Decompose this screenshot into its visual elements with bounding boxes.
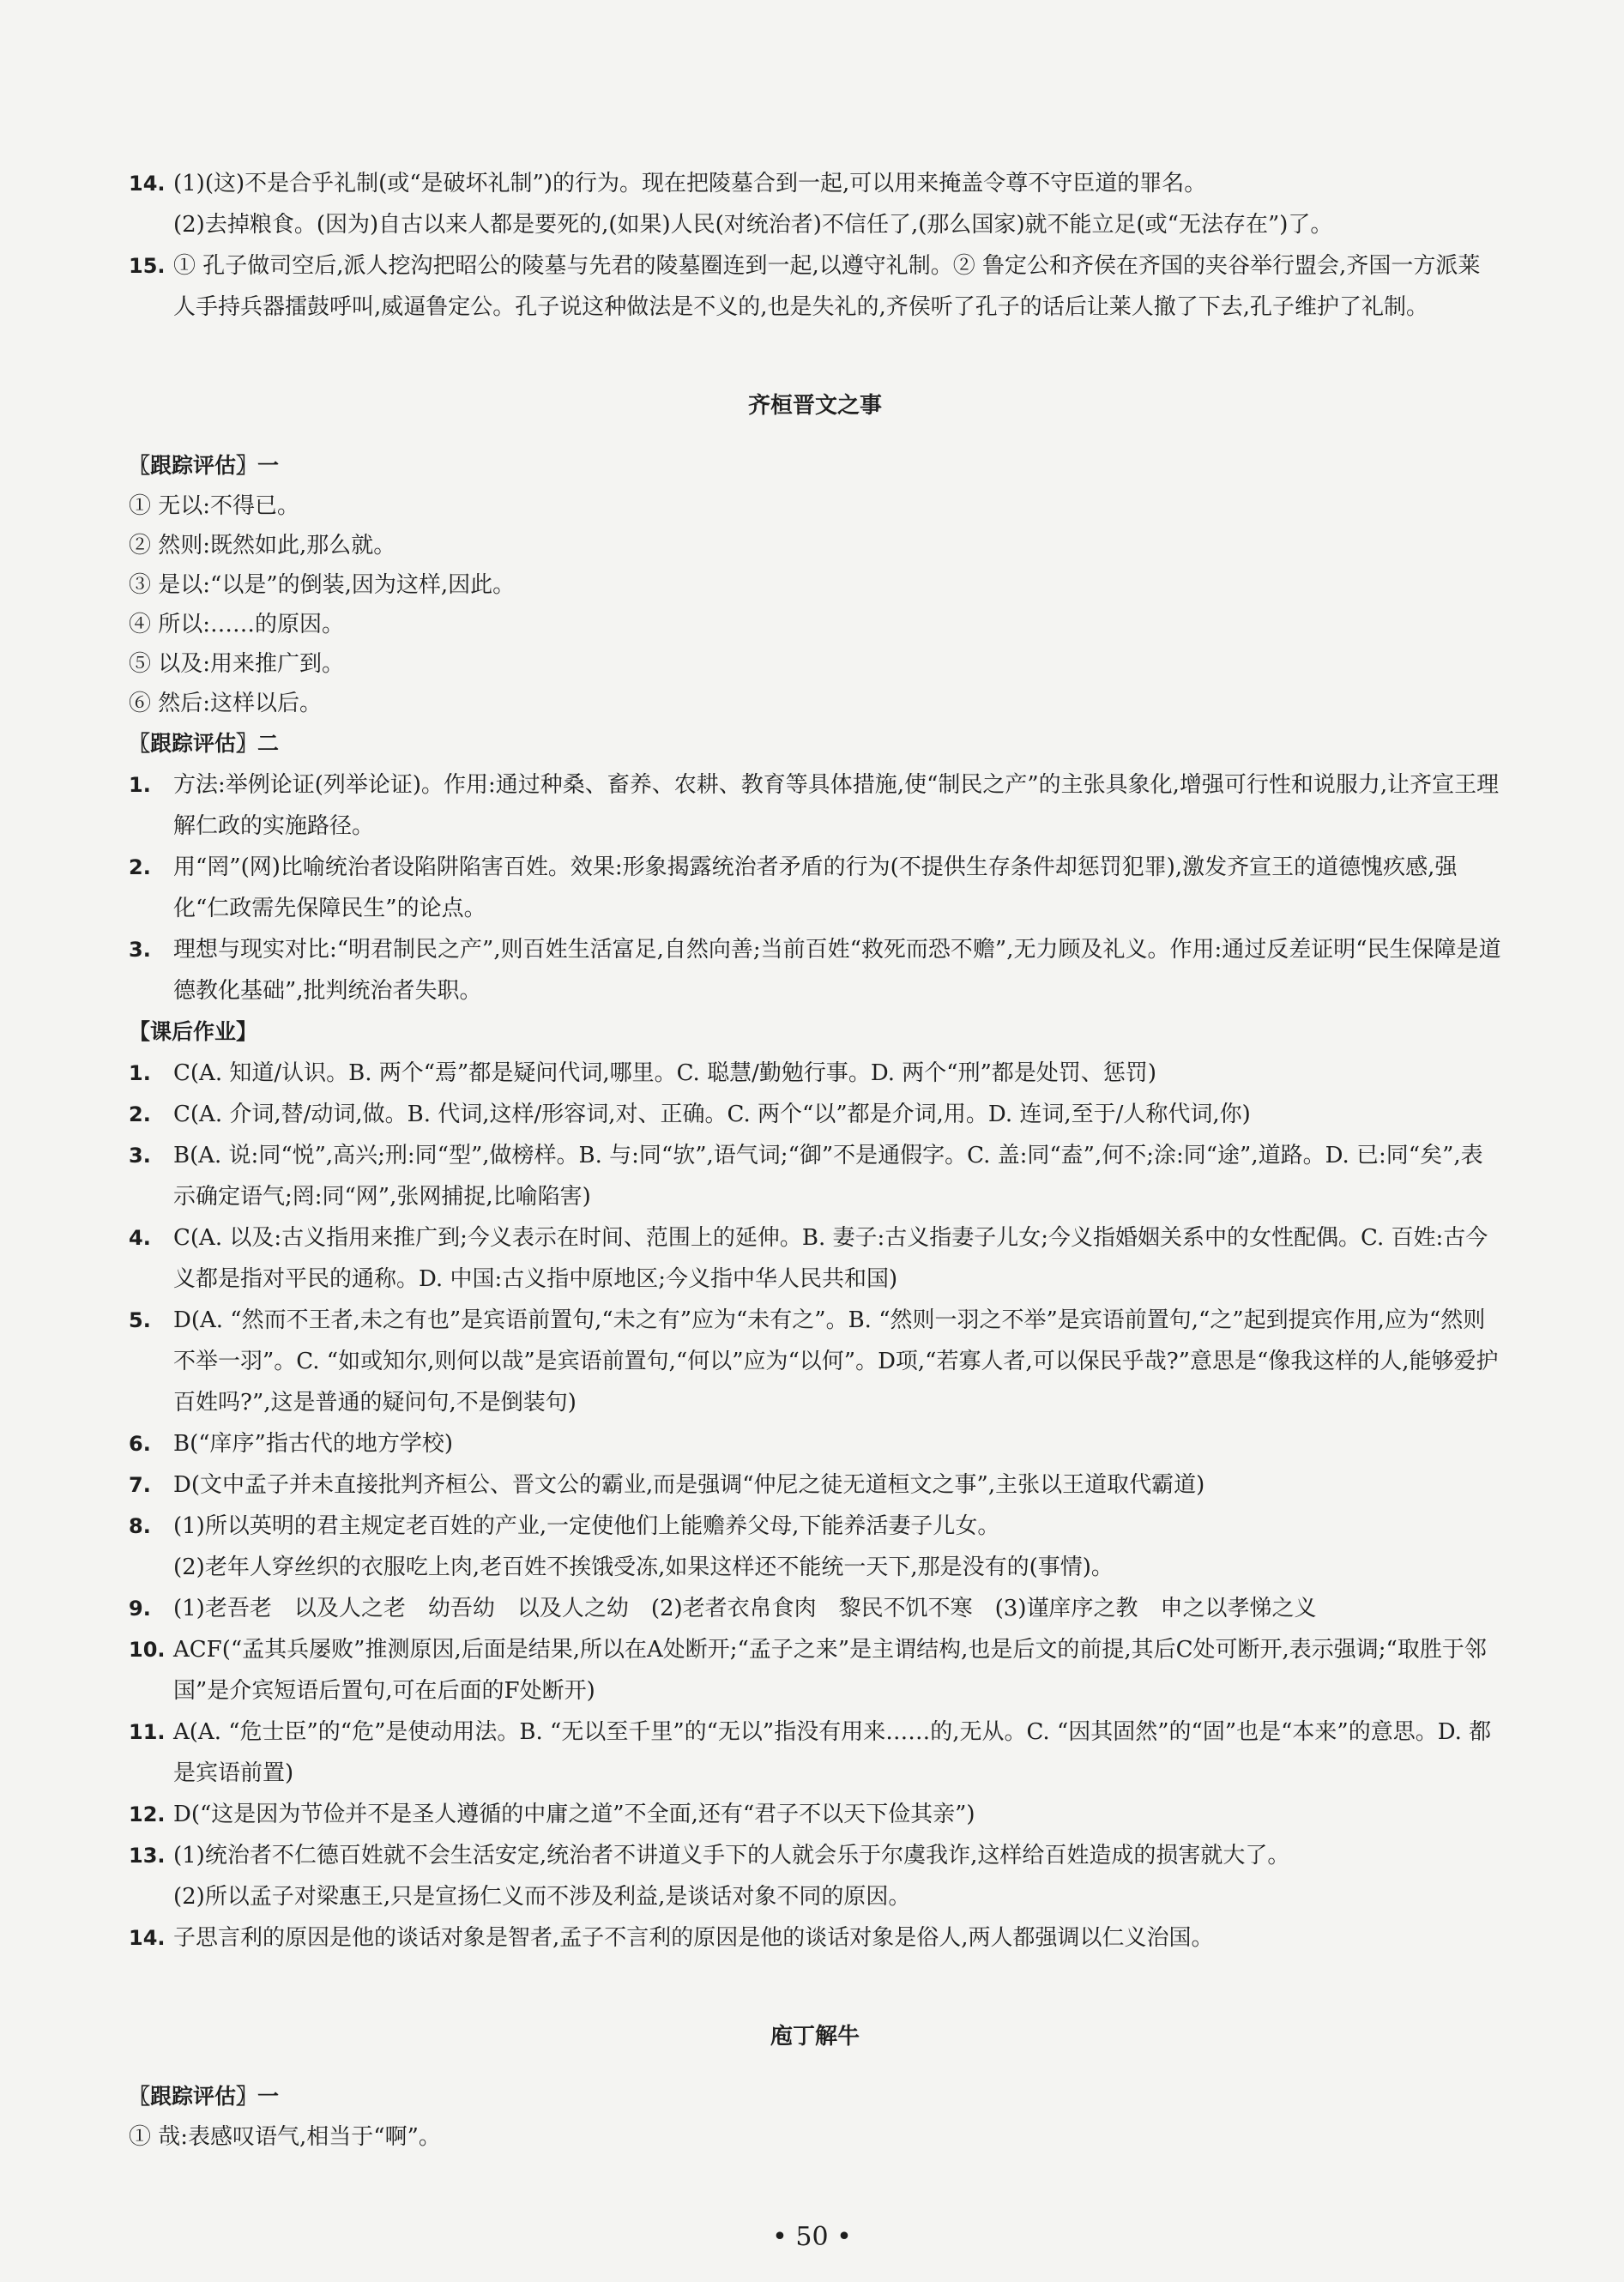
- answer-line: (1)统治者不仁德百姓就不会生活安定,统治者不讲道义手下的人就会乐于尔虞我诈,这样给百姓造成的损害就大了。: [173, 1843, 1290, 1868]
- term-item: ③ 是以:“以是”的倒装,因为这样,因此。: [129, 572, 516, 598]
- term-item: ④ 所以:……的原因。: [129, 612, 345, 637]
- content: [129, 163, 1501, 2157]
- answer-number: 3.: [129, 1144, 151, 1168]
- answer-line: (2)所以孟子对梁惠王,只是宣扬仁义而不涉及利益,是谈话对象不同的原因。: [173, 1884, 911, 1910]
- answer-text: 用“罔”(网)比喻统治者设陷阱陷害百姓。效果:形象揭露统治者矛盾的行为(不提供生存条件却惩罚犯罪),激发齐宣王的道德愧疚感,强化“仁政需先保障民生”的论点。: [173, 854, 1458, 921]
- answer-line: B(“庠序”指古代的地方学校): [173, 1431, 453, 1457]
- answer-number: 8.: [129, 1514, 151, 1538]
- answer-item: [129, 163, 1501, 245]
- term-item: ⑥ 然后:这样以后。: [129, 691, 323, 716]
- answer-item: [129, 1629, 1501, 1712]
- answer-line: (2)去掉粮食。(因为)自古以来人都是要死的,(如果)人民(对统治者)不信任了,(那么国家)就不能立足(或“无法存在”)了。: [173, 212, 1333, 238]
- answer-text: [173, 1423, 1501, 1464]
- answer-text: [173, 1506, 1501, 1588]
- answer-text: [173, 1629, 1501, 1712]
- answer-line: 子思言利的原因是他的谈话对象是智者,孟子不言利的原因是他的谈话对象是俗人,两人都强调以仁义治国。: [173, 1925, 1214, 1951]
- answer-item: [129, 1135, 1501, 1217]
- section-title: 齐桓晋文之事: [747, 393, 882, 419]
- answer-line: ① 孔子做司空后,派人挖沟把昭公的陵墓与先君的陵墓圈连到一起,以遵守礼制。② 鲁定公和齐侯在齐国的夹谷举行盟会,齐国一方派莱人手持兵器擂鼓呼叫,威逼鲁定公。孔子说这种做法是不义的,也是失礼的,齐侯听了孔子的话后让莱人撤了下去,孔子维护了礼制。: [173, 253, 1481, 320]
- answer-item: [129, 1094, 1501, 1135]
- answer-number: 15.: [129, 254, 166, 278]
- answer-line: (1)所以英明的君主规定老百姓的产业,一定使他们上能赡养父母,下能养活妻子儿女。: [173, 1513, 1000, 1539]
- answer-line: C(A. 介词,替/动词,做。B. 代词,这样/形容词,对、正确。C. 两个“以”都是介词,用。D. 连词,至于/人称代词,你): [173, 1102, 1251, 1127]
- answer-item: [129, 929, 1501, 1011]
- answer-line: (1)(这)不是合乎礼制(或“是破坏礼制”)的行为。现在把陵墓合到一起,可以用来掩盖令尊不守臣道的罪名。: [173, 171, 1207, 196]
- answer-item: [129, 1506, 1501, 1588]
- answer-number: 10.: [129, 1638, 166, 1662]
- eval1-list-2: [129, 2117, 1501, 2157]
- answer-text: [173, 1094, 1501, 1135]
- eval1-label: 〖跟踪评估〗一: [129, 453, 280, 478]
- answer-item: [129, 245, 1501, 328]
- answer-line: C(A. 以及:古义指用来推广到;今义表示在时间、范围上的延伸。B. 妻子:古义指妻子儿女;今义指婚姻关系中的女性配偶。C. 百姓:古今义都是指对平民的通称。D. 中国:古义指中原地区;今义指中华人民共和国): [173, 1225, 1488, 1292]
- previous-answers: [129, 163, 1501, 328]
- answer-text: [173, 1917, 1501, 1959]
- answer-text: [173, 1588, 1501, 1629]
- answer-line: (1)老吾老 以及人之老 幼吾幼 以及人之幼 (2)老者衣帛食肉 黎民不饥不寒 (3)谨庠序之教 申之以孝悌之义: [173, 1596, 1317, 1621]
- answer-item: [129, 847, 1501, 929]
- eval1-list: [129, 486, 1501, 723]
- answer-line: D(A. “然而不王者,未之有也”是宾语前置句,“未之有”应为“未有之”。B. “然则一羽之不举”是宾语前置句,“之”起到提宾作用,应为“然则不举一羽”。C. “如或知尔,则何以哉”是宾语前置句,“何以”应为“以何”。D项,“若寡人者,可以保民乎哉?”意思是“像我这样的人,能够爱护百姓吗?”,这是普通的疑问句,不是倒装句): [173, 1307, 1499, 1416]
- answer-line: (2)老年人穿丝织的衣服吃上肉,老百姓不挨饿受冻,如果这样还不能统一天下,那是没有的(事情)。: [173, 1555, 1114, 1580]
- answer-text: [173, 1794, 1501, 1835]
- term-item: ① 哉:表感叹语气,相当于“啊”。: [129, 2124, 441, 2150]
- answer-item: [129, 1053, 1501, 1094]
- answer-number: 3.: [129, 938, 151, 962]
- answer-number: 2.: [129, 1102, 151, 1126]
- answer-line: D(文中孟子并未直接批判齐桓公、晋文公的霸业,而是强调“仲尼之徒无道桓文之事”,主张以王道取代霸道): [173, 1472, 1205, 1498]
- term-item: ⑤ 以及:用来推广到。: [129, 651, 345, 677]
- answer-line: ACF(“孟其兵屡败”推测原因,后面是结果,所以在A处断开;“孟子之来”是主谓结构,也是后文的前提,其后C处可断开,表示强调;“取胜于邻国”是介宾短语后置句,可在后面的F处断开): [173, 1637, 1487, 1704]
- answer-text: [173, 1835, 1501, 1917]
- eval2-label: 〖跟踪评估〗二: [129, 731, 280, 756]
- answer-text: [173, 1464, 1501, 1506]
- answer-number: 7.: [129, 1473, 151, 1497]
- answer-text: [173, 245, 1501, 328]
- answer-line: B(A. 说:同“悦”,高兴;刑:同“型”,做榜样。B. 与:同“欤”,语气词;“御”不是通假字。C. 盖:同“盍”,何不;涂:同“途”,道路。D. 已:同“矣”,表示确定语气;罔:同“网”,张网捕捉,比喻陷害): [173, 1143, 1483, 1210]
- answer-number: 9.: [129, 1597, 151, 1621]
- answer-number: 14.: [129, 172, 166, 196]
- answer-number: 12.: [129, 1802, 166, 1826]
- answer-number: 11.: [129, 1720, 166, 1744]
- answer-number: 13.: [129, 1844, 166, 1868]
- homework-label: 【课后作业】: [129, 1019, 258, 1044]
- answer-text: [173, 1053, 1501, 1094]
- eval2-list: [129, 764, 1501, 1011]
- answer-text: 理想与现实对比:“明君制民之产”,则百姓生活富足,自然向善;当前百姓“救死而恐不赡”,无力顾及礼义。作用:通过反差证明“民生保障是道德教化基础”,批判统治者失职。: [173, 937, 1501, 1004]
- answer-number: 1.: [129, 1061, 151, 1085]
- answer-text: 方法:举例论证(列举论证)。作用:通过种桑、畜养、农耕、教育等具体措施,使“制民之产”的主张具象化,增强可行性和说服力,让齐宣王理解仁政的实施路径。: [173, 772, 1500, 839]
- answer-item: [129, 1917, 1501, 1959]
- homework-list: [129, 1053, 1501, 1959]
- answer-number: 5.: [129, 1308, 151, 1332]
- term-item: ② 然则:既然如此,那么就。: [129, 533, 396, 558]
- answer-line: D(“这是因为节俭并不是圣人遵循的中庸之道”不全面,还有“君子不以天下俭其亲”): [173, 1802, 975, 1827]
- answer-line: C(A. 知道/认识。B. 两个“焉”都是疑问代词,哪里。C. 聪慧/勤勉行事。D. 两个“刑”都是处罚、惩罚): [173, 1060, 1157, 1086]
- answer-item: [129, 1835, 1501, 1917]
- answer-item: [129, 764, 1501, 847]
- answer-text: [173, 163, 1501, 245]
- answer-text: [173, 1300, 1501, 1423]
- answer-item: [129, 1217, 1501, 1300]
- answer-item: [129, 1588, 1501, 1629]
- answer-number: 1.: [129, 773, 151, 797]
- answer-item: [129, 1423, 1501, 1464]
- answer-line: A(A. “危士臣”的“危”是使动用法。B. “无以至千里”的“无以”指没有用来……的,无从。C. “因其固然”的“固”也是“本来”的意思。D. 都是宾语前置): [173, 1719, 1492, 1786]
- answer-text: [173, 1712, 1501, 1794]
- answer-number: 4.: [129, 1226, 151, 1250]
- page-number: • 50 •: [772, 2222, 852, 2252]
- answer-number: 14.: [129, 1926, 166, 1950]
- answer-item: [129, 1712, 1501, 1794]
- answer-number: 6.: [129, 1432, 151, 1456]
- answer-text: [173, 1135, 1501, 1217]
- answer-item: [129, 1464, 1501, 1506]
- term-item: ① 无以:不得已。: [129, 493, 300, 519]
- section-title-2: 庖丁解牛: [770, 2024, 860, 2050]
- eval1-label-2: 〖跟踪评估〗一: [129, 2084, 280, 2109]
- answer-text: [173, 1217, 1501, 1300]
- answer-item: [129, 1794, 1501, 1835]
- answer-item: [129, 1300, 1501, 1423]
- answer-number: 2.: [129, 855, 151, 879]
